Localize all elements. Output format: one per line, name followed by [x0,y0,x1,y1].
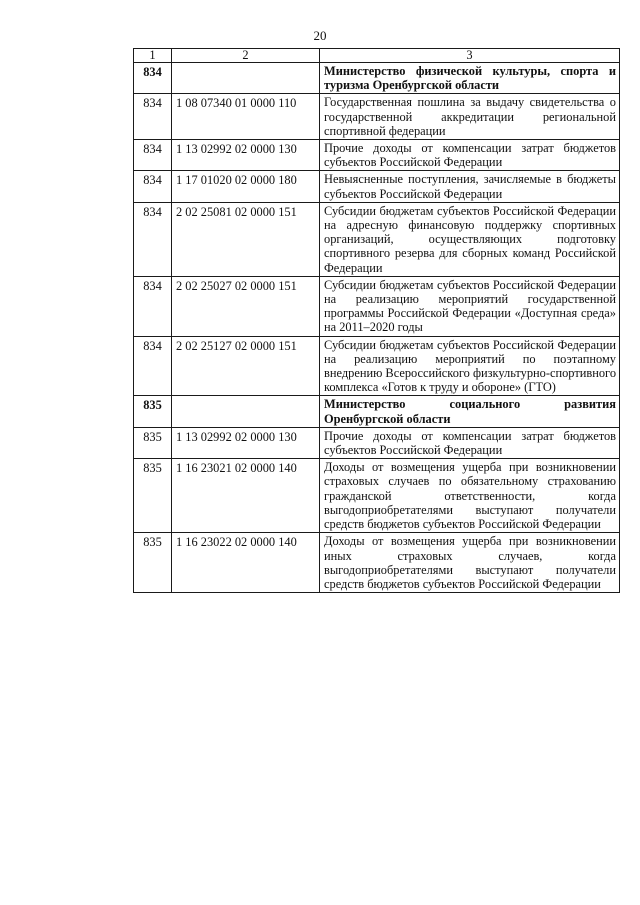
classification-code-cell: 1 17 01020 02 0000 180 [172,171,320,202]
classification-code-cell: 1 16 23021 02 0000 140 [172,459,320,533]
admin-code-cell: 834 [134,63,172,94]
description-cell: Прочие доходы от компенсации затрат бюджетов субъектов Российской Федерации [320,427,620,458]
revenue-administrators-table [133,48,620,593]
column-header-1: 1 [134,49,172,63]
section-row-ministry-social [134,396,620,427]
table-row [134,140,620,171]
admin-code-cell: 835 [134,459,172,533]
admin-code-cell: 834 [134,276,172,336]
admin-code-cell: 834 [134,202,172,276]
table-header-row [134,49,620,63]
description-cell: Доходы от возмещения ущерба при возникновении страховых случаев по обязательному страхованию гражданской ответственности, когда выгодоприобретателями выступают получатели средств бюджетов субъектов Российской Федерации [320,459,620,533]
admin-code-cell: 835 [134,533,172,593]
description-cell: Министерство социального развития Оренбургской области [320,396,620,427]
table-row [134,533,620,593]
table-row [134,427,620,458]
admin-code-cell: 834 [134,336,172,396]
description-cell: Прочие доходы от компенсации затрат бюджетов субъектов Российской Федерации [320,140,620,171]
classification-code-cell: 1 13 02992 02 0000 130 [172,427,320,458]
admin-code-cell: 835 [134,427,172,458]
classification-code-cell: 1 08 07340 01 0000 110 [172,94,320,140]
admin-code-cell: 834 [134,140,172,171]
classification-code-cell [172,63,320,94]
table-row [134,336,620,396]
description-cell: Субсидии бюджетам субъектов Российской Федерации на адресную финансовую поддержку спортивных организаций, осуществляющих подготовку спортивного резерва для сборных команд Российской Федерации [320,202,620,276]
table-row [134,94,620,140]
description-cell: Невыясненные поступления, зачисляемые в бюджеты субъектов Российской Федерации [320,171,620,202]
table-row [134,202,620,276]
description-cell: Субсидии бюджетам субъектов Российской Федерации на реализацию мероприятий государственной программы Российской Федерации «Доступная среда» на 2011–2020 годы [320,276,620,336]
description-cell: Государственная пошлина за выдачу свидетельства о государственной аккредитации региональной спортивной федерации [320,94,620,140]
classification-code-cell [172,396,320,427]
table-row [134,171,620,202]
column-header-2: 2 [172,49,320,63]
table-row [134,276,620,336]
description-cell: Субсидии бюджетам субъектов Российской Федерации на реализацию мероприятий по поэтапному внедрению Всероссийского физкультурно-спортивного комплекса «Готов к труду и обороне» (ГТО) [320,336,620,396]
column-header-3: 3 [320,49,620,63]
classification-code-cell: 2 02 25127 02 0000 151 [172,336,320,396]
table-row [134,459,620,533]
admin-code-cell: 835 [134,396,172,427]
section-row-ministry-sport [134,63,620,94]
description-cell: Министерство физической культуры, спорта и туризма Оренбургской области [320,63,620,94]
admin-code-cell: 834 [134,171,172,202]
classification-code-cell: 2 02 25081 02 0000 151 [172,202,320,276]
page-number: 20 [313,28,327,43]
classification-code-cell: 1 16 23022 02 0000 140 [172,533,320,593]
classification-code-cell: 2 02 25027 02 0000 151 [172,276,320,336]
classification-code-cell: 1 13 02992 02 0000 130 [172,140,320,171]
description-cell: Доходы от возмещения ущерба при возникновении иных страховых случаев, когда выгодоприобретателями выступают получатели средств бюджетов субъектов Российской Федерации [320,533,620,593]
admin-code-cell: 834 [134,94,172,140]
